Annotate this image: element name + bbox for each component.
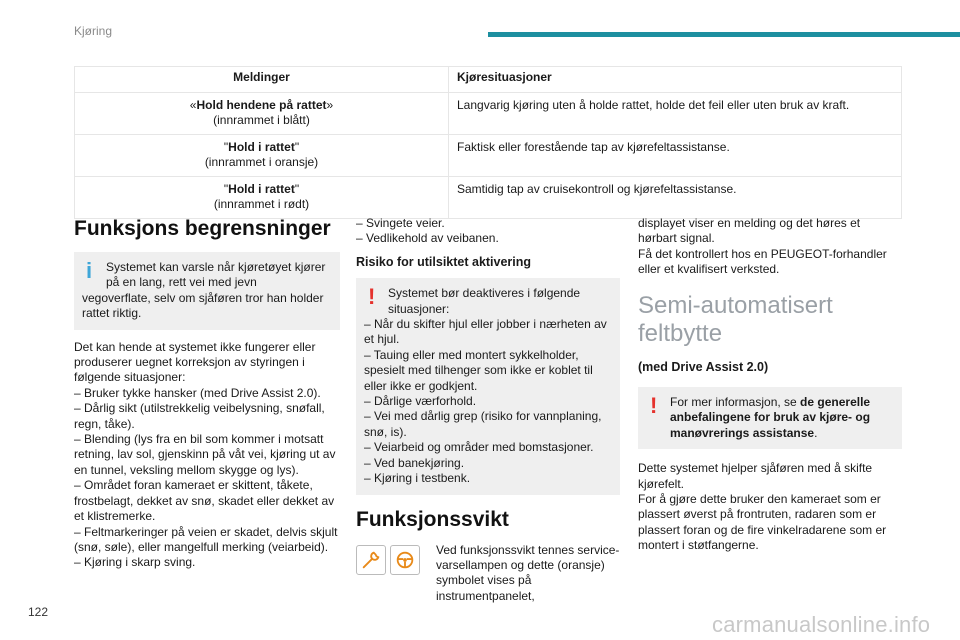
list-item: – Tauing eller med montert sykkelholder, spesielt med tilhenger som ikke er koblet til eller ikke er godkjent.	[364, 347, 593, 393]
wrench-service-icon	[356, 545, 386, 575]
header-accent-bar	[488, 32, 960, 37]
list-item: – Feltmarkeringer på veien er skadet, delvis skjult (snø, søle), eller mangelfull merking (veiarbeid).	[74, 524, 338, 554]
table-cell-message: "Hold i rattet" (innrammet i rødt)	[75, 177, 449, 219]
table-row	[75, 177, 902, 219]
messages-table	[74, 66, 902, 219]
table-header: Meldinger	[75, 67, 449, 93]
list-item: – Veiarbeid og områder med bomstasjoner.	[364, 440, 594, 455]
info-box: i Systemet kan varsle når kjøretøyet kjører på en lang, rett vei med jevn vegoverflate, selv om sjåføren tror han holder rattet riktig.	[74, 252, 340, 330]
list-item: – Svingete veier.	[356, 216, 445, 230]
watermark: carmanualsonline.info	[712, 612, 931, 637]
list-item: – Vedlikehold av veibanen.	[356, 231, 499, 246]
list-item: – Kjøring i testbenk.	[364, 471, 471, 486]
info-icon: i	[86, 258, 93, 283]
subheading-drive-assist: (med Drive Assist 2.0)	[638, 359, 769, 374]
table-header-row	[75, 67, 902, 93]
section-heading-lane-change: Semi-automatisert feltbytte	[638, 291, 833, 347]
paragraph: Få det kontrollert hos en PEUGEOT-forhandler eller et kvalifisert verksted.	[638, 246, 887, 277]
warning-box: ! Systemet bør deaktiveres i følgende situasjoner: – Når du skifter hjul eller jobber i nærheten av et hjul. – Tauing eller med montert sykkelholder, spesielt med tilhenger som ikke er koblet til eller ikke er godkjent. – Dårlige værforhold. – Vei med dårlig grep (risiko for vannplaning, snø, is). – Veiarbeid og områder med bomstasjoner. – Ved banekjøring. – Kjøring i testbenk.	[356, 278, 620, 494]
list-item: – Ved banekjøring.	[364, 455, 465, 470]
section-heading-malfunction: Funksjonssvikt	[356, 507, 509, 531]
table-cell-situation: Langvarig kjøring uten å holde rattet, holde det feil eller uten bruk av kraft.	[449, 93, 902, 135]
warning-icon: !	[368, 284, 376, 310]
subheading-unintended-activation: Risiko for utilsiktet aktivering	[356, 254, 532, 269]
table-cell-situation: Samtidig tap av cruisekontroll og kjørefeltassistanse.	[449, 177, 902, 219]
list-item: – Dårlig sikt (utilstrekkelig veibelysning, snøfall, regn, tåke).	[74, 401, 325, 431]
column-left	[74, 216, 340, 571]
section-heading-limitations: Funksjons begrensninger	[74, 217, 331, 240]
fault-paragraph: Ved funksjonssvikt tennes service-varsellampen og dette (oransje) symbolet vises på instrumentpanelet,	[356, 543, 620, 605]
paragraph: Dette systemet hjelper sjåføren med å skifte kjørefelt.	[638, 461, 873, 491]
warning-icon: !	[650, 393, 658, 419]
page-number: 122	[28, 605, 49, 619]
steering-wheel-icon	[390, 545, 420, 575]
table-row	[75, 93, 902, 135]
paragraph: For å gjøre dette bruker den kameraet som er plassert øverst på frontruten, radaren som er plassert foran og de fire vinkelradarene som er montert i støtfangerne.	[638, 492, 887, 553]
list-item: – Området foran kameraet er skittent, tåkete, frostbelagt, dekket av snø, skadet eller dekket av et klistremerke.	[74, 478, 335, 524]
table-cell-message: "Hold i rattet" (innrammet i oransje)	[75, 135, 449, 177]
table-header: Kjøresituasjoner	[449, 67, 902, 93]
page-header-title: Kjøring	[74, 24, 113, 38]
warning-box: ! For mer informasjon, se de generelle anbefalingene for bruk av kjøre- og manøvrerings assistanse.	[638, 387, 902, 449]
list-item: – Kjøring i skarp sving.	[74, 555, 196, 570]
table-cell-situation: Faktisk eller forestående tap av kjørefeltassistanse.	[449, 135, 902, 177]
fault-icons	[356, 545, 420, 575]
paragraph: displayet viser en melding og det høres et hørbart signal.	[638, 216, 861, 246]
table-row	[75, 135, 902, 177]
list-item: – Vei med dårlig grep (risiko for vannplaning, snø, is).	[364, 409, 602, 439]
list-item: – Når du skifter hjul eller jobber i nærheten av et hjul.	[364, 317, 607, 347]
column-right	[638, 216, 902, 554]
table-cell-message: «Hold hendene på rattet» (innrammet i blått)	[75, 93, 449, 135]
list-item: – Blending (lys fra en bil som kommer i motsatt retning, lav sol, gjenskinn på våt vei, kjøring ut av en tunnel, veksling mellom skygge og lys).	[74, 432, 336, 477]
paragraph: Det kan hende at systemet ikke fungerer eller produserer uegnet korreksjon av styringen i følgende situasjoner:	[74, 339, 316, 385]
column-middle	[356, 216, 620, 604]
list-item: – Bruker tykke hansker (med Drive Assist 2.0).	[74, 385, 321, 400]
list-item: – Dårlige værforhold.	[364, 394, 477, 409]
